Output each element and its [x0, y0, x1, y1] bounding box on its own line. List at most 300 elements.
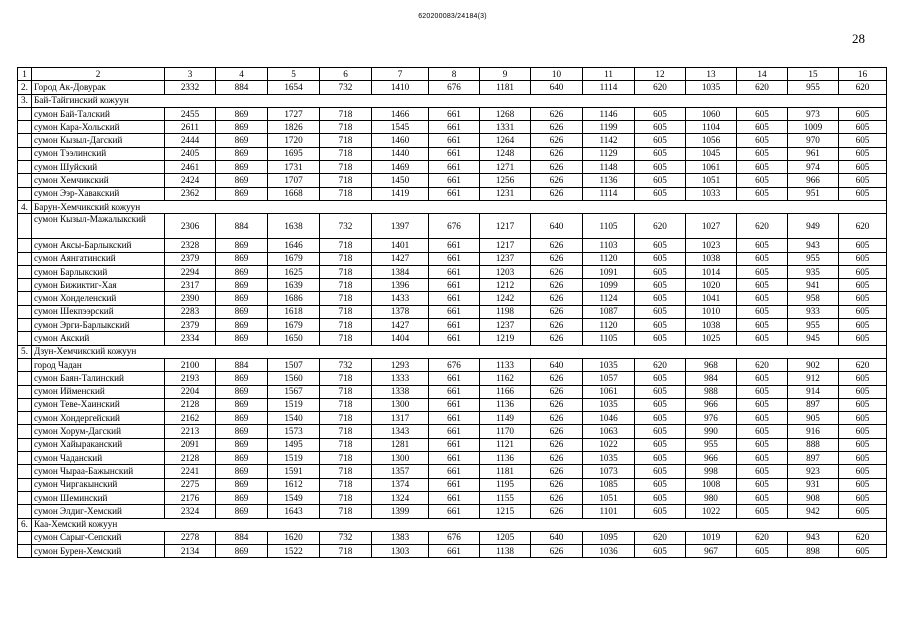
table-cell: 869: [216, 398, 268, 411]
table-cell: 626: [531, 252, 583, 265]
row-name-cell: сумон Эрги-Барлыкский: [32, 319, 165, 332]
table-cell: 718: [320, 545, 372, 558]
table-cell: 605: [839, 187, 887, 200]
table-cell: 1271: [480, 161, 531, 174]
table-cell: 970: [788, 134, 839, 147]
row-name-cell: сумон Шуйский: [32, 161, 165, 174]
table-cell: 2611: [165, 121, 216, 134]
row-name-cell: сумон Кара-Хольский: [32, 121, 165, 134]
table-cell: 966: [788, 174, 839, 187]
table-cell: 605: [839, 161, 887, 174]
table-cell: 1466: [372, 107, 429, 120]
table-cell: 661: [429, 121, 480, 134]
row-name-cell: сумон Шекпээрский: [32, 305, 165, 318]
table-cell: 605: [635, 239, 686, 252]
table-cell: 605: [635, 372, 686, 385]
table-cell: 1293: [372, 358, 429, 371]
table-cell: 605: [839, 385, 887, 398]
table-cell: 1136: [480, 452, 531, 465]
table-cell: 1343: [372, 425, 429, 438]
table-cell: 661: [429, 161, 480, 174]
table-cell: 1170: [480, 425, 531, 438]
table-row: [18, 491, 887, 504]
table-cell: [18, 214, 32, 239]
table-cell: 605: [635, 107, 686, 120]
table-cell: 869: [216, 438, 268, 451]
table-cell: 718: [320, 505, 372, 518]
table-cell: 902: [788, 358, 839, 371]
section-title: Каа-Хемский кожуун: [32, 518, 887, 531]
table-cell: 605: [737, 425, 788, 438]
column-header: 13: [686, 68, 737, 81]
table-cell: 1060: [686, 107, 737, 120]
table-cell: 869: [216, 107, 268, 120]
table-cell: 626: [531, 478, 583, 491]
table-cell: 869: [216, 505, 268, 518]
table-cell: 661: [429, 505, 480, 518]
section-row: [18, 94, 887, 107]
table-cell: [18, 478, 32, 491]
table-cell: 2283: [165, 305, 216, 318]
table-cell: 605: [737, 161, 788, 174]
table-cell: 626: [531, 161, 583, 174]
row-name-cell: сумон Сарыг-Сепский: [32, 531, 165, 544]
table-cell: 605: [839, 545, 887, 558]
table-cell: 605: [635, 398, 686, 411]
table-cell: 1045: [686, 147, 737, 160]
table-cell: 626: [531, 279, 583, 292]
table-cell: 1410: [372, 81, 429, 94]
table-cell: 1087: [583, 305, 635, 318]
table-cell: 718: [320, 465, 372, 478]
table-cell: 1374: [372, 478, 429, 491]
table-cell: 605: [635, 134, 686, 147]
table-cell: 605: [635, 252, 686, 265]
table-cell: 897: [788, 398, 839, 411]
table-cell: 1397: [372, 214, 429, 239]
table-cell: 1212: [480, 279, 531, 292]
table-cell: 605: [839, 279, 887, 292]
table-cell: 869: [216, 385, 268, 398]
table-cell: 718: [320, 478, 372, 491]
section-number: 5.: [18, 345, 32, 358]
table-cell: 1612: [268, 478, 320, 491]
table-cell: [18, 491, 32, 504]
page-number: 28: [852, 31, 865, 46]
table-cell: 1256: [480, 174, 531, 187]
row-name-cell: сумон Чыраа-Бажынский: [32, 465, 165, 478]
table-cell: 605: [737, 491, 788, 504]
table-cell: 2.: [18, 81, 32, 94]
table-cell: [18, 174, 32, 187]
table-cell: 935: [788, 265, 839, 278]
table-cell: 1440: [372, 147, 429, 160]
table-row: [18, 81, 887, 94]
table-cell: 661: [429, 279, 480, 292]
table-cell: 605: [635, 305, 686, 318]
row-name-cell: сумон Хорум-Дагский: [32, 425, 165, 438]
table-cell: 2193: [165, 372, 216, 385]
table-cell: 605: [839, 121, 887, 134]
section-title: Барун-Хемчикский кожуун: [32, 200, 887, 213]
table-cell: 2405: [165, 147, 216, 160]
table-row: [18, 265, 887, 278]
table-cell: 1095: [583, 531, 635, 544]
table-cell: 605: [737, 438, 788, 451]
table-cell: 605: [737, 265, 788, 278]
table-cell: 605: [635, 187, 686, 200]
table-cell: 1061: [686, 161, 737, 174]
table-cell: 1248: [480, 147, 531, 160]
table-cell: 1643: [268, 505, 320, 518]
table-cell: 626: [531, 174, 583, 187]
table-cell: 605: [737, 545, 788, 558]
table-cell: 1545: [372, 121, 429, 134]
table-cell: 2328: [165, 239, 216, 252]
table-row: [18, 319, 887, 332]
table-cell: 2324: [165, 505, 216, 518]
table-cell: 718: [320, 147, 372, 160]
table-cell: 605: [737, 107, 788, 120]
table-cell: 626: [531, 121, 583, 134]
row-name-cell: Город Ак-Довурак: [32, 81, 165, 94]
table-cell: 1404: [372, 332, 429, 345]
table-cell: 605: [737, 134, 788, 147]
table-cell: 1056: [686, 134, 737, 147]
table-cell: 605: [839, 292, 887, 305]
table-cell: 1051: [583, 491, 635, 504]
table-cell: 869: [216, 252, 268, 265]
table-cell: 1035: [583, 398, 635, 411]
table-cell: 605: [635, 412, 686, 425]
table-cell: 2275: [165, 478, 216, 491]
table-cell: 718: [320, 385, 372, 398]
table-cell: 884: [216, 214, 268, 239]
table-cell: 998: [686, 465, 737, 478]
table-cell: 1136: [583, 174, 635, 187]
table-cell: 884: [216, 358, 268, 371]
table-cell: 626: [531, 491, 583, 504]
table-cell: 2461: [165, 161, 216, 174]
section-number: 3.: [18, 94, 32, 107]
table-cell: 869: [216, 465, 268, 478]
table-row: [18, 412, 887, 425]
table-cell: 620: [737, 81, 788, 94]
table-cell: 1038: [686, 252, 737, 265]
table-cell: 955: [788, 252, 839, 265]
table-cell: 1242: [480, 292, 531, 305]
table-cell: 661: [429, 292, 480, 305]
table-cell: 605: [839, 438, 887, 451]
table-cell: 1469: [372, 161, 429, 174]
table-cell: 1727: [268, 107, 320, 120]
table-cell: [18, 187, 32, 200]
table-cell: 1105: [583, 214, 635, 239]
table-cell: 640: [531, 358, 583, 371]
table-cell: 661: [429, 438, 480, 451]
table-cell: 951: [788, 187, 839, 200]
table-cell: 2241: [165, 465, 216, 478]
table-row: [18, 147, 887, 160]
table-cell: 620: [635, 214, 686, 239]
table-header-row: [18, 68, 887, 81]
table-cell: [18, 147, 32, 160]
table-row: [18, 505, 887, 518]
table-cell: 942: [788, 505, 839, 518]
table-cell: [18, 332, 32, 345]
table-cell: 605: [839, 398, 887, 411]
section-row: [18, 518, 887, 531]
row-name-cell: сумон Бурен-Хемский: [32, 545, 165, 558]
table-cell: 1035: [583, 358, 635, 371]
table-cell: 1401: [372, 239, 429, 252]
table-cell: 626: [531, 412, 583, 425]
table-cell: 640: [531, 81, 583, 94]
row-name-cell: сумон Шеминский: [32, 491, 165, 504]
table-cell: 661: [429, 545, 480, 558]
table-cell: 605: [839, 134, 887, 147]
table-cell: 916: [788, 425, 839, 438]
table-cell: 605: [839, 412, 887, 425]
table-cell: [18, 239, 32, 252]
table-cell: 605: [635, 545, 686, 558]
table-cell: 605: [737, 372, 788, 385]
table-cell: 626: [531, 187, 583, 200]
table-cell: 1120: [583, 319, 635, 332]
table-cell: 626: [531, 239, 583, 252]
table-cell: 2091: [165, 438, 216, 451]
table-cell: 1300: [372, 452, 429, 465]
table-cell: 1162: [480, 372, 531, 385]
table-cell: 941: [788, 279, 839, 292]
table-cell: 1142: [583, 134, 635, 147]
table-cell: 914: [788, 385, 839, 398]
table-cell: 661: [429, 305, 480, 318]
table-cell: 626: [531, 438, 583, 451]
column-header: 9: [480, 68, 531, 81]
table-cell: 605: [737, 174, 788, 187]
table-cell: 869: [216, 452, 268, 465]
table-row: [18, 452, 887, 465]
table-cell: 718: [320, 252, 372, 265]
table-cell: 2455: [165, 107, 216, 120]
table-cell: 605: [737, 398, 788, 411]
table-cell: 1707: [268, 174, 320, 187]
table-cell: 1101: [583, 505, 635, 518]
table-row: [18, 425, 887, 438]
table-cell: 1025: [686, 332, 737, 345]
table-cell: 661: [429, 491, 480, 504]
table-cell: 949: [788, 214, 839, 239]
table-cell: 605: [635, 319, 686, 332]
table-cell: 1155: [480, 491, 531, 504]
table-cell: 1549: [268, 491, 320, 504]
table-cell: 1519: [268, 452, 320, 465]
table-cell: 620: [839, 358, 887, 371]
table-cell: 943: [788, 239, 839, 252]
table-cell: 718: [320, 305, 372, 318]
table-cell: 1217: [480, 239, 531, 252]
table-cell: 718: [320, 279, 372, 292]
table-cell: 1331: [480, 121, 531, 134]
table-cell: [18, 161, 32, 174]
table-row: [18, 121, 887, 134]
table-cell: 1419: [372, 187, 429, 200]
column-header: 7: [372, 68, 429, 81]
table-row: [18, 372, 887, 385]
table-cell: 869: [216, 187, 268, 200]
table-cell: 661: [429, 147, 480, 160]
column-header: 12: [635, 68, 686, 81]
table-cell: 1573: [268, 425, 320, 438]
table-cell: 620: [839, 214, 887, 239]
table-cell: 898: [788, 545, 839, 558]
table-cell: 605: [635, 161, 686, 174]
table-cell: 908: [788, 491, 839, 504]
table-cell: 1114: [583, 187, 635, 200]
table-cell: 869: [216, 239, 268, 252]
table-cell: 869: [216, 372, 268, 385]
table-cell: 620: [737, 358, 788, 371]
table-cell: 605: [737, 332, 788, 345]
table-cell: 620: [635, 81, 686, 94]
table-cell: 1540: [268, 412, 320, 425]
table-cell: 1041: [686, 292, 737, 305]
section-number: 6.: [18, 518, 32, 531]
table-cell: [18, 134, 32, 147]
table-cell: 1679: [268, 252, 320, 265]
table-cell: 1324: [372, 491, 429, 504]
table-cell: 869: [216, 425, 268, 438]
row-name-cell: сумон Бижиктиг-Хая: [32, 279, 165, 292]
table-cell: 1022: [583, 438, 635, 451]
table-cell: 661: [429, 332, 480, 345]
table-cell: 1338: [372, 385, 429, 398]
column-header: 11: [583, 68, 635, 81]
table-cell: 884: [216, 81, 268, 94]
table-cell: 732: [320, 531, 372, 544]
data-table: [17, 67, 887, 558]
column-header: 6: [320, 68, 372, 81]
table-cell: 605: [839, 425, 887, 438]
table-cell: 661: [429, 385, 480, 398]
table-cell: 1104: [686, 121, 737, 134]
table-cell: 605: [635, 174, 686, 187]
table-cell: 605: [737, 305, 788, 318]
column-header: 2: [32, 68, 165, 81]
section-title: Дзун-Хемчикский кожуун: [32, 345, 887, 358]
column-header: 1: [18, 68, 32, 81]
table-cell: 1591: [268, 465, 320, 478]
table-cell: 1638: [268, 214, 320, 239]
table-cell: 1057: [583, 372, 635, 385]
row-name-cell: сумон Чаданский: [32, 452, 165, 465]
table-row: [18, 545, 887, 558]
table-cell: 718: [320, 239, 372, 252]
table-cell: 620: [737, 531, 788, 544]
table-cell: 1231: [480, 187, 531, 200]
row-name-cell: сумон Аянгатинский: [32, 252, 165, 265]
table-cell: 933: [788, 305, 839, 318]
table-cell: 1650: [268, 332, 320, 345]
table-cell: 1198: [480, 305, 531, 318]
table-cell: 2390: [165, 292, 216, 305]
table-cell: 1124: [583, 292, 635, 305]
table-cell: 620: [635, 358, 686, 371]
table-cell: 605: [839, 505, 887, 518]
table-cell: [18, 398, 32, 411]
table-cell: 2294: [165, 265, 216, 278]
table-cell: 718: [320, 372, 372, 385]
table-cell: 2204: [165, 385, 216, 398]
table-cell: 869: [216, 332, 268, 345]
table-cell: 869: [216, 491, 268, 504]
table-cell: 626: [531, 265, 583, 278]
row-name-cell: сумон Теве-Хаинский: [32, 398, 165, 411]
table-cell: 1427: [372, 252, 429, 265]
table-cell: 1166: [480, 385, 531, 398]
table-cell: [18, 319, 32, 332]
table-cell: 605: [635, 292, 686, 305]
table-cell: [18, 465, 32, 478]
table-cell: 2176: [165, 491, 216, 504]
table-cell: 955: [788, 319, 839, 332]
table-cell: 1720: [268, 134, 320, 147]
table-cell: 1103: [583, 239, 635, 252]
column-header: 3: [165, 68, 216, 81]
table-cell: 1010: [686, 305, 737, 318]
table-cell: 605: [737, 239, 788, 252]
column-header: 16: [839, 68, 887, 81]
table-cell: 869: [216, 161, 268, 174]
table-cell: 661: [429, 372, 480, 385]
table-cell: 718: [320, 134, 372, 147]
row-name-cell: сумон Баян-Талинский: [32, 372, 165, 385]
table-cell: 968: [686, 358, 737, 371]
table-cell: 605: [737, 412, 788, 425]
table-cell: 1217: [480, 214, 531, 239]
row-name-cell: сумон Элдиг-Хемский: [32, 505, 165, 518]
table-cell: 605: [839, 478, 887, 491]
table-cell: 1268: [480, 107, 531, 120]
table-cell: 869: [216, 319, 268, 332]
table-cell: 605: [839, 252, 887, 265]
table-cell: 676: [429, 214, 480, 239]
table-cell: 626: [531, 372, 583, 385]
table-cell: 869: [216, 412, 268, 425]
row-name-cell: сумон Ийменский: [32, 385, 165, 398]
table-cell: 2306: [165, 214, 216, 239]
table-cell: 1507: [268, 358, 320, 371]
section-number: 4.: [18, 200, 32, 213]
table-cell: 605: [839, 332, 887, 345]
table-cell: 1399: [372, 505, 429, 518]
table-cell: 1008: [686, 478, 737, 491]
table-cell: 718: [320, 161, 372, 174]
table-cell: 1063: [583, 425, 635, 438]
table-cell: 1035: [686, 81, 737, 94]
table-cell: 661: [429, 452, 480, 465]
table-cell: 718: [320, 319, 372, 332]
table-cell: 1014: [686, 265, 737, 278]
table-cell: 1149: [480, 412, 531, 425]
table-cell: 923: [788, 465, 839, 478]
table-cell: 1686: [268, 292, 320, 305]
table-cell: 676: [429, 531, 480, 544]
table-cell: 626: [531, 147, 583, 160]
table-cell: [18, 545, 32, 558]
table-cell: 626: [531, 319, 583, 332]
